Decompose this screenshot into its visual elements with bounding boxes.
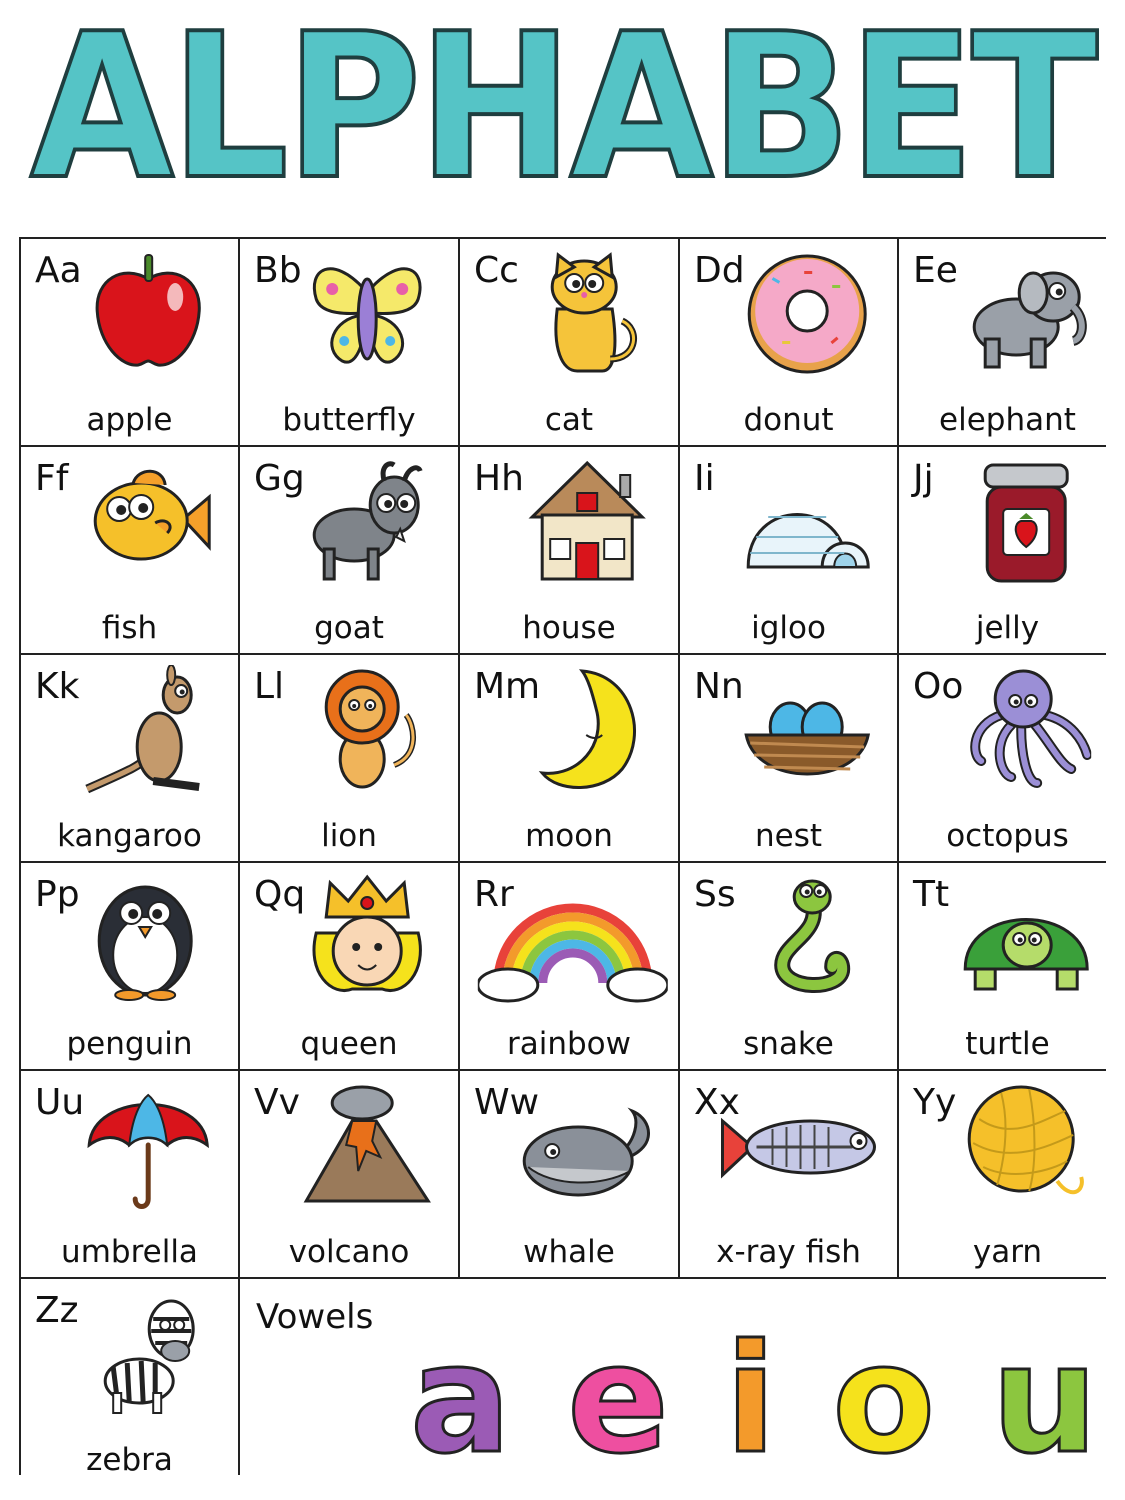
letter-card-e [899, 239, 1116, 445]
letter-label: Bb [254, 250, 302, 291]
letter-label: Rr [474, 874, 514, 915]
umbrella-icon [83, 1081, 213, 1211]
title-text: ALPHABET [30, 0, 1095, 224]
penguin-icon [83, 873, 213, 1003]
word-label: octopus [946, 817, 1069, 854]
letter-label: Gg [254, 458, 305, 499]
letter-card-x [680, 1071, 897, 1277]
letter-card-j [899, 447, 1116, 653]
letter-card-c [460, 239, 678, 445]
letter-card-t [899, 863, 1116, 1069]
queen-icon [302, 873, 432, 1003]
letter-label: Tt [913, 874, 950, 915]
vowel-i: i [724, 1313, 777, 1485]
vowel-o: o [832, 1313, 936, 1485]
word-label: apple [86, 401, 173, 438]
letter-card-s [680, 863, 897, 1069]
vowels-row [410, 1313, 1098, 1485]
letter-label: Jj [913, 458, 934, 499]
word-label: yarn [972, 1233, 1043, 1270]
house-icon [522, 457, 652, 587]
letter-label: Uu [35, 1082, 85, 1123]
vowel-u: u [991, 1313, 1098, 1485]
letter-label: Nn [694, 666, 744, 707]
letter-card-k [21, 655, 238, 861]
word-label: house [522, 609, 616, 646]
word-label: nest [754, 817, 823, 854]
word-label: penguin [66, 1025, 193, 1062]
igloo-icon [742, 457, 872, 587]
rainbow-icon [478, 873, 668, 1003]
letter-card-m [460, 655, 678, 861]
letter-label: Oo [913, 666, 964, 707]
letter-label: Ss [694, 874, 736, 915]
letter-card-z [21, 1279, 238, 1485]
letter-card-u [21, 1071, 238, 1277]
word-label: x-ray fish [716, 1233, 861, 1270]
apple-icon [83, 249, 213, 379]
letter-card-b [240, 239, 458, 445]
word-label: moon [525, 817, 613, 854]
vowel-a: a [410, 1313, 512, 1485]
letter-label: Qq [254, 874, 306, 915]
letter-card-r [460, 863, 678, 1069]
letter-card-o [899, 655, 1116, 861]
word-label: volcano [288, 1233, 410, 1270]
yarn-icon [961, 1081, 1091, 1211]
elephant-icon [961, 249, 1091, 379]
letter-card-w [460, 1071, 678, 1277]
x-ray-fish-icon [712, 1081, 882, 1211]
letter-label: Zz [35, 1290, 79, 1331]
word-label: butterfly [282, 401, 416, 438]
moon-icon [522, 665, 652, 795]
letter-card-n [680, 655, 897, 861]
letter-card-d [680, 239, 897, 445]
letter-card-v [240, 1071, 458, 1277]
word-label: lion [321, 817, 377, 854]
cat-icon [522, 249, 652, 379]
word-label: snake [743, 1025, 834, 1062]
letter-label: Yy [913, 1082, 957, 1123]
butterfly-icon [302, 249, 432, 379]
word-label: elephant [939, 401, 1076, 438]
page-title [0, 0, 1125, 224]
letter-label: Hh [474, 458, 524, 499]
letter-card-f [21, 447, 238, 653]
donut-icon [742, 249, 872, 379]
letter-label: Dd [694, 250, 745, 291]
letter-label: Ee [913, 250, 958, 291]
kangaroo-icon [83, 665, 213, 795]
letter-label: Ff [35, 458, 69, 499]
letter-label: Mm [474, 666, 541, 707]
letter-card-i [680, 447, 897, 653]
word-label: fish [101, 609, 158, 646]
volcano-icon [302, 1081, 432, 1211]
letter-label: Xx [694, 1082, 740, 1123]
word-label: cat [544, 401, 594, 438]
letter-label: Ww [474, 1082, 540, 1123]
vowel-e: e [567, 1313, 669, 1485]
letter-label: Ii [694, 458, 715, 499]
letter-card-l [240, 655, 458, 861]
letter-card-p [21, 863, 238, 1069]
vowels-panel [240, 1279, 1116, 1485]
letter-label: Cc [474, 250, 519, 291]
octopus-icon [961, 665, 1091, 795]
nest-icon [742, 665, 872, 795]
letter-label: Kk [35, 666, 80, 707]
word-label: igloo [751, 609, 826, 646]
letter-label: Pp [35, 874, 80, 915]
letter-card-g [240, 447, 458, 653]
turtle-icon [961, 873, 1091, 1003]
snake-icon [742, 873, 872, 1003]
word-label: whale [523, 1233, 615, 1270]
letter-card-h [460, 447, 678, 653]
zebra-icon [83, 1289, 213, 1419]
whale-icon [522, 1081, 652, 1211]
fish-icon [83, 457, 213, 587]
word-label: zebra [86, 1441, 173, 1478]
letter-card-y [899, 1071, 1116, 1277]
alphabet-grid [19, 237, 1106, 1485]
word-label: jelly [975, 609, 1040, 646]
letter-label: Ll [254, 666, 285, 707]
letter-label: Aa [35, 250, 82, 291]
letter-card-q [240, 863, 458, 1069]
word-label: queen [300, 1025, 398, 1062]
word-label: goat [314, 609, 384, 646]
vowels-label: Vowels [256, 1297, 374, 1337]
letter-label: Vv [254, 1082, 300, 1123]
goat-icon [302, 457, 432, 587]
word-label: donut [743, 401, 834, 438]
letter-card-a [21, 239, 238, 445]
lion-icon [302, 665, 432, 795]
word-label: umbrella [61, 1233, 198, 1270]
word-label: rainbow [507, 1025, 631, 1062]
word-label: kangaroo [57, 817, 202, 854]
word-label: turtle [965, 1025, 1050, 1062]
jelly-jar-icon [961, 457, 1091, 587]
